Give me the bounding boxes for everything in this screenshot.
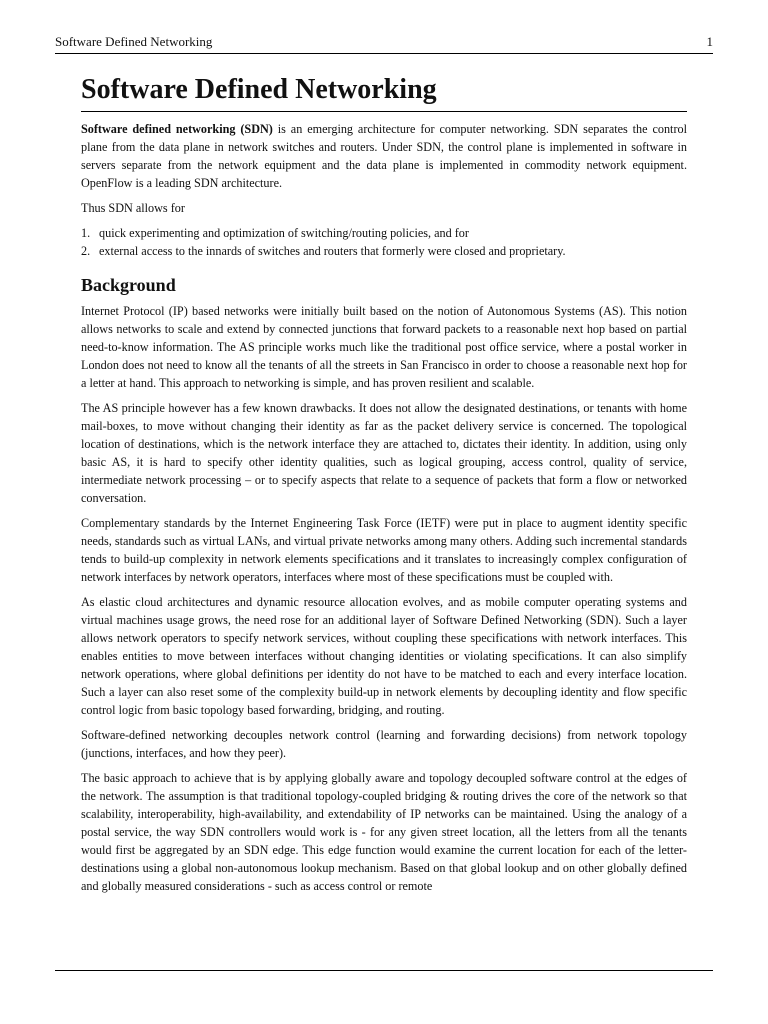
sdn-benefits-list — [81, 224, 687, 260]
article-body — [81, 70, 687, 902]
body-paragraph: Software-defined networking decouples network control (learning and forwarding decisions) from network topology (junctions, interfaces, and how they peer). — [81, 728, 687, 760]
allows-lead: Thus SDN allows for — [81, 201, 185, 215]
running-header-title: Software Defined Networking — [55, 34, 213, 49]
body-paragraph: As elastic cloud architectures and dynamic resource allocation evolves, and as mobile computer operating systems and virtual machines usage grows, the need rose for an additional layer of Software Defined Networking (SDN). Such a layer allows network operators to specify network services, without coupling these specifications with network interfaces. This enables entities to move between interfaces without changing identities or violating specifications. It can also simplify network operations, where global definitions per identity do not have to be matched to each and every interface location. Such a layer can also reset some of the complexity build-up in network elements by decoupling identity and flow specific control logic from basic topology based forwarding, bridging, and routing. — [81, 595, 687, 717]
intro-term: Software defined networking (SDN) — [81, 122, 273, 136]
background-heading: Background — [81, 275, 176, 295]
intro-text: is an emerging architecture for computer networking. SDN separates the control plane from the data plane in network switches and routers. Under SDN, the control plane is implemented in software in servers separate from the network equipment and the data plane is implemented in commodity network equipment. OpenFlow is a leading SDN architecture. — [81, 122, 687, 190]
running-header — [55, 34, 713, 50]
body-paragraph: The basic approach to achieve that is by applying globally aware and topology decoupled software control at the edges of the network. The assumption is that traditional topology-coupled bridging & routing drives the core of the network so that scalability, interoperability, high-availability, and extendability of IP networks can be maintained. Using the analogy of a postal service, the way SDN controllers would work is - for any given street location, all the letters from all the tenants would first be aggregated by an SDN edge. This edge function would examine the current location for each of the letter-destinations using a global non-autonomous lookup mechanism. Based on that global lookup and on other globally defined and globally measured considerations - such as access control or remote — [81, 771, 687, 893]
body-paragraph: Internet Protocol (IP) based networks were initially built based on the notion of Autonomous Systems (AS). This notion allows networks to scale and extend by connected junctions that forward packets to a reasonable next hop based on partial need-to-know information. The AS principle works much like the traditional post office service, where a postal worker in London does not need to know all the tenants of all the streets in San Francisco in order to choose a reasonable next hop for a letter at hand. This approach to networking is simple, and has proven resilient and scalable. — [81, 304, 687, 390]
body-paragraph: The AS principle however has a few known drawbacks. It does not allow the designated destinations, or tenants with home mail-boxes, to move without changing their identity as far as the packet delivery service is concerned. The topological location of destinations, which is the network interface they are attached to, dictates their identity. In addition, using only basic AS, it is hard to specify other identity qualities, such as logical grouping, access control, quality of service, intermediate network processing – or to specify aspects that relate to a sequence of packets that form a flow or networked conversation. — [81, 401, 687, 505]
list-text: quick experimenting and optimization of switching/routing policies, and for — [99, 226, 469, 240]
page-number: 1 — [706, 34, 713, 49]
list-number: 2. — [81, 244, 91, 258]
list-number: 1. — [81, 226, 91, 240]
page-title: Software Defined Networking — [81, 74, 437, 105]
list-item — [81, 242, 687, 260]
intro-paragraph — [81, 120, 687, 192]
title-divider — [81, 111, 687, 112]
body-paragraph: Complementary standards by the Internet Engineering Task Force (IETF) were put in place to augment identity specific needs, standards such as virtual LANs, and virtual private networks among many others. Adding such incremental standards tends to build-up complexity in network elements specifications and it translates to increasingly complex configuration of network interfaces by network operators, interfaces where most of these specifications must be coupled with. — [81, 516, 687, 584]
header-divider — [55, 53, 713, 54]
list-item — [81, 224, 687, 242]
footer-divider — [55, 970, 713, 971]
list-text: external access to the innards of switches and routers that formerly were closed and proprietary. — [99, 244, 566, 258]
